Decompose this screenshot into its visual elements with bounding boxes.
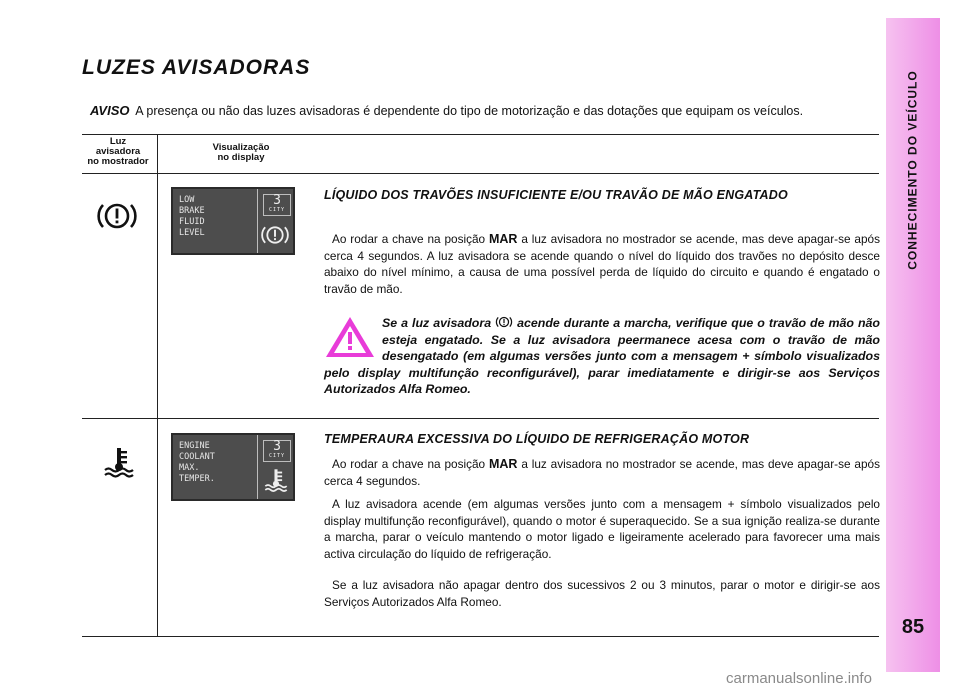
display-separator [257, 435, 258, 499]
column-header-display: Visualização no display [212, 142, 270, 163]
display-brake [171, 187, 295, 255]
brake-warning-icon [495, 315, 513, 329]
column-divider [157, 134, 158, 637]
display-separator [257, 189, 258, 253]
column-header-lamp: Luz avisadora no mostrador [87, 136, 149, 167]
section-paragraph: Ao rodar a chave na posição MAR a luz avisadora no mostrador se acende, mas deve apagar-se após cerca 4 segundos. A luz avisadora se acende quando o nível do líquido dos travões no depósito desce abaixo do nível mínimo, a causa de uma possível perda de líquido do circuito e quando é engatado o travão de mão. [324, 232, 880, 296]
display-message: ENGINE COOLANT MAX. TEMPER. [179, 441, 215, 484]
page-title: LUZES AVISADORAS [82, 56, 311, 79]
display-message: LOW BRAKE FLUID LEVEL [179, 195, 205, 238]
coolant-temperature-icon [263, 467, 289, 498]
gear-indicator: 3 CITY [263, 440, 291, 462]
notice [90, 103, 803, 118]
section-paragraph: Se a luz avisadora não apagar dentro dos sucessivos 2 ou 3 minutos, parar o motor e dirigir-se aos Serviços Autorizados Alfa Romeo. [324, 578, 880, 609]
warning-triangle-icon [324, 315, 376, 359]
section-paragraph: A luz avisadora acende (em algumas versões junto com a mensagem + símbolo visualizados pelo display multifunção reconfigurável), quando o motor é superaquecido. Se a sua ignição realiza-se durante a marcha, parar o veículo mantendo o motor ligado e ligeiramente acelerado para favorecer uma mais activa circulação do líquido de refrigeração. [324, 497, 880, 561]
header-rule [82, 173, 879, 174]
display-coolant [171, 433, 295, 501]
table-top-rule [82, 134, 879, 135]
page-number: 85 [901, 616, 925, 638]
chapter-title: CONHECIMENTO DO VEÍCULO [906, 70, 920, 270]
notice-label: AVISO [90, 103, 130, 118]
coolant-temperature-icon [102, 445, 136, 484]
table-bottom-rule [82, 636, 879, 637]
watermark: carmanualsonline.info [726, 670, 872, 687]
brake-warning-icon [97, 199, 137, 238]
row-divider [82, 418, 879, 419]
section-title-coolant: TEMPERAURA EXCESSIVA DO LÍQUIDO DE REFRIGERAÇÃO MOTOR [324, 432, 750, 446]
section-paragraph: Ao rodar a chave na posição MAR a luz avisadora no mostrador se acende, mas deve apagar-se após cerca 4 segundos. [324, 457, 880, 488]
warning-box: Se a luz avisadora acende durante a marcha, verifique que o travão de mão não esteja engatado. Se a luz avisadora peermanece acesa com o travão de mão desengatado (em algumas versões junto com a mensagem + símbolo visualizados pelo display multifunção reconfigurável), parar imediatamente e dirigir-se aos Serviços Autorizados Alfa Romeo. [324, 316, 880, 396]
notice-text: A presença ou não das luzes avisadoras é dependente do tipo de motorização e das dotações que equipam os veículos. [135, 104, 804, 118]
section-title-brake: LÍQUIDO DOS TRAVÕES INSUFICIENTE E/OU TRAVÃO DE MÃO ENGATADO [324, 188, 788, 202]
gear-indicator: 3 CITY [263, 194, 291, 216]
brake-warning-icon [261, 223, 289, 252]
